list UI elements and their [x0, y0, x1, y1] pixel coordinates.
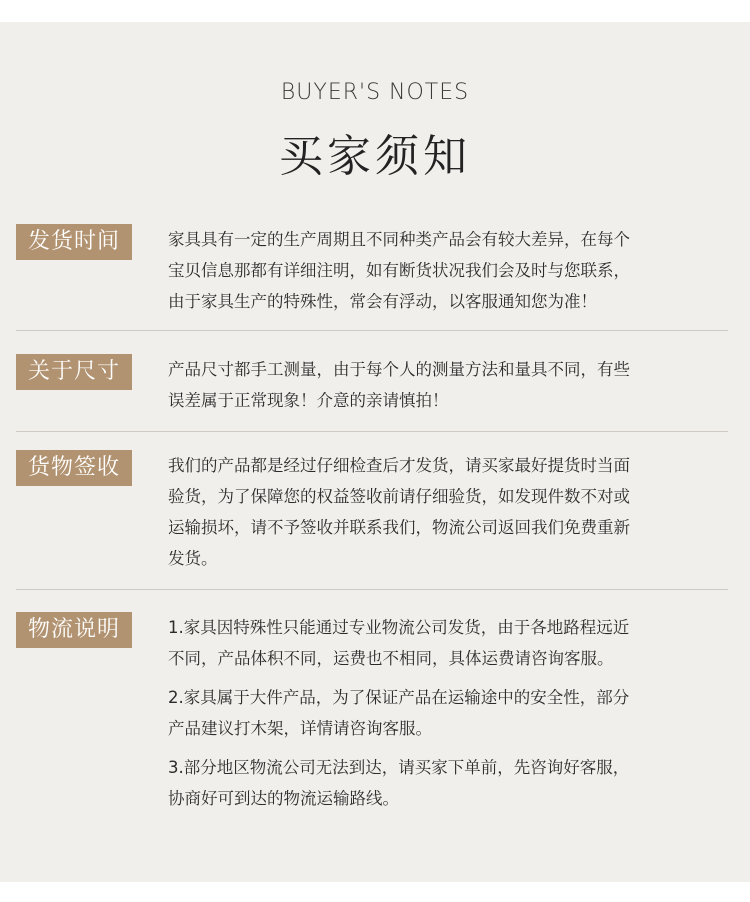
page-subtitle: BUYER'S NOTES	[280, 80, 470, 105]
text-line: 家具具有一定的生产周期且不同种类产品会有较大差异，在每个	[168, 230, 630, 249]
text-line: 运输损坏，请不予签收并联系我们，物流公司返回我们免费重新	[168, 518, 630, 537]
section-tag: 发货时间	[16, 224, 132, 260]
text-line: 验货，为了保障您的权益签收前请仔细验货，如发现件数不对或	[168, 487, 630, 506]
section-body	[168, 450, 734, 574]
divider	[16, 330, 728, 331]
text-line: 1.家具因特殊性只能通过专业物流公司发货，由于各地路程远近	[168, 618, 630, 637]
section-tag: 物流说明	[16, 612, 132, 648]
section-tag: 关于尺寸	[16, 354, 132, 390]
page-title: 买家须知	[279, 131, 471, 182]
text-line: 误差属于正常现象！介意的亲请慎拍！	[168, 391, 449, 410]
section-body	[168, 354, 734, 416]
text-line: 宝贝信息那都有详细注明，如有断货状况我们会及时与您联系，	[168, 261, 630, 280]
text-line: 我们的产品都是经过仔细检查后才发货，请买家最好提货时当面	[168, 456, 630, 475]
text-line: 产品建议打木架，详情请咨询客服。	[168, 719, 432, 738]
section-tag: 货物签收	[16, 450, 132, 486]
divider	[16, 589, 728, 590]
text-line: 由于家具生产的特殊性，常会有浮动，以客服通知您为准！	[168, 292, 597, 311]
text-line: 2.家具属于大件产品，为了保证产品在运输途中的安全性，部分	[168, 688, 630, 707]
text-line: 协商好可到达的物流运输路线。	[168, 789, 399, 808]
divider	[16, 431, 728, 432]
text-line: 发货。	[168, 549, 218, 568]
text-line: 产品尺寸都手工测量，由于每个人的测量方法和量具不同，有些	[168, 360, 630, 379]
section-body	[168, 224, 734, 317]
section-body	[168, 612, 734, 814]
text-line: 3.部分地区物流公司无法到达，请买家下单前，先咨询好客服，	[168, 758, 630, 777]
text-line: 不同，产品体积不同，运费也不相同，具体运费请咨询客服。	[168, 649, 614, 668]
